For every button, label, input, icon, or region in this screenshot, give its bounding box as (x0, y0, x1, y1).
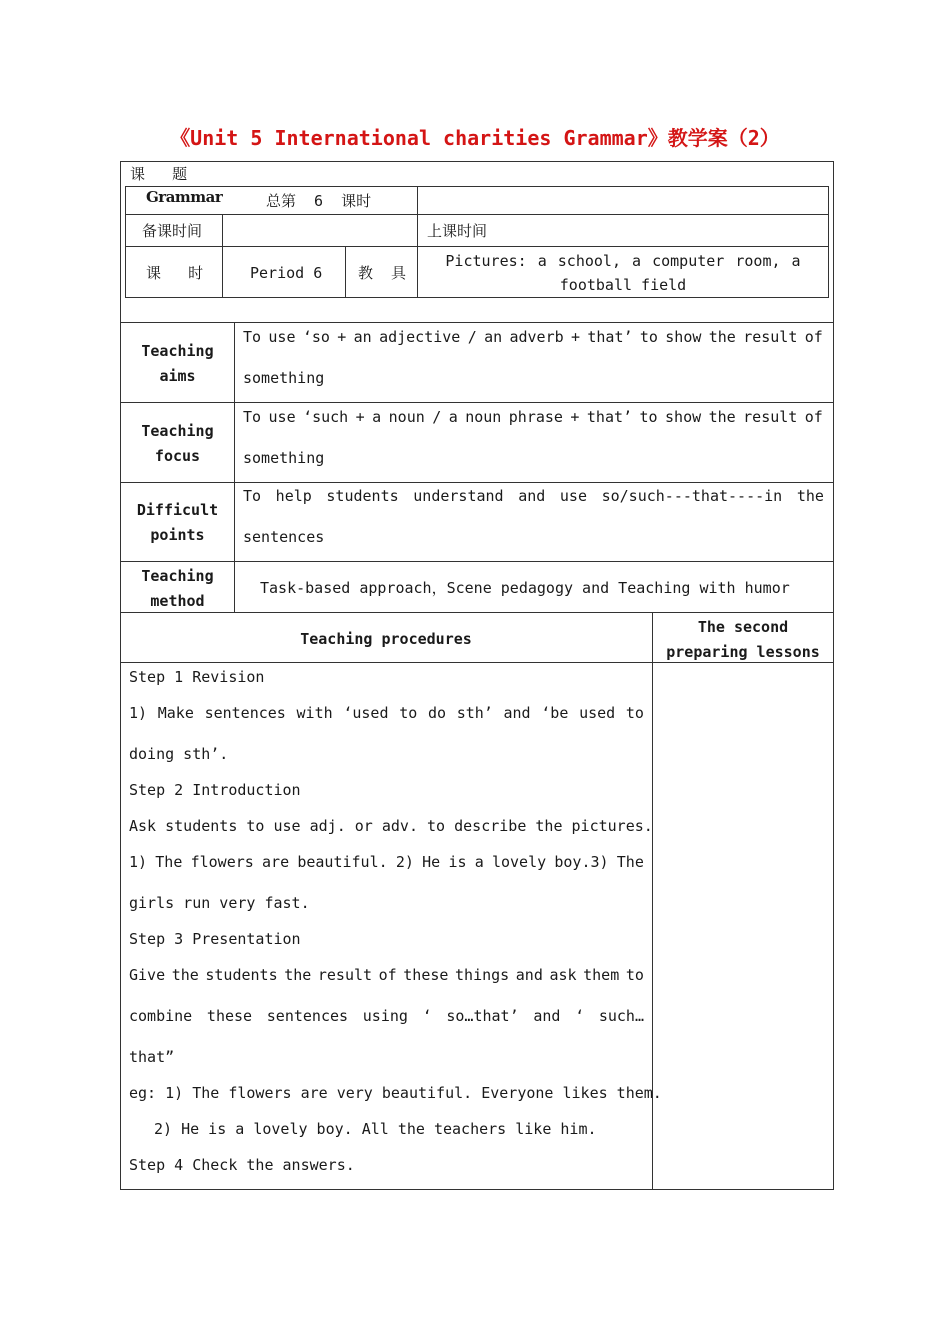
teaching-aims-word: to (639, 328, 658, 346)
teaching-aims-word: To (243, 328, 262, 346)
difficult-points-word: help (275, 487, 312, 505)
period-label: 课 时 (146, 264, 204, 282)
teaching-aids-label: 教 具 (358, 264, 407, 282)
step-3-line1 (129, 965, 644, 985)
step-3-word: result (317, 966, 373, 984)
difficult-points-word: To (243, 487, 262, 505)
step-1-word: sentences (204, 704, 286, 722)
step-2-heading: Step 2 Introduction (129, 781, 301, 799)
example-1: eg: 1) The flowers are very beautiful. Everyone likes them. (129, 1084, 662, 1102)
teaching-aims-text (243, 327, 823, 347)
difficult-points-word: understand (413, 487, 504, 505)
step-3-word: them (583, 966, 620, 984)
step-2-word: lovely (491, 853, 547, 871)
difficult-points-text (243, 486, 824, 506)
teaching-focus-word: result (743, 408, 798, 426)
teaching-aims-text-line2: something (243, 369, 325, 387)
step-1-word: Make (157, 704, 194, 722)
total-period-label: 总第 6 课时 (266, 192, 372, 210)
teaching-aims-label: Teaching aims (141, 342, 214, 385)
step-1-word: to (399, 704, 418, 722)
teaching-aims-word: / (467, 328, 477, 346)
topic-label: 课 题 (130, 165, 188, 183)
teaching-focus-word: a (372, 408, 382, 426)
step-1-word: 1) (129, 704, 148, 722)
step-3-word: combine (129, 1007, 193, 1025)
difficult-points-word: and (518, 487, 546, 505)
step-2-word: 2) (395, 853, 414, 871)
step-1-word: sth’ (456, 704, 493, 722)
teaching-aims-word: an (484, 328, 503, 346)
class-time-label: 上课时间 (427, 222, 488, 240)
teaching-aids-line1: Pictures: a school, a computer room, a (445, 252, 801, 270)
difficult-points-word: the (796, 487, 824, 505)
step-4-heading: Step 4 Check the answers. (129, 1156, 355, 1174)
step-2-examples-line2: girls run very fast. (129, 894, 310, 912)
teaching-focus-word: to (639, 408, 658, 426)
teaching-focus-word: noun (465, 408, 502, 426)
step-3-word: and (515, 966, 543, 984)
teaching-focus-word: noun (388, 408, 425, 426)
teaching-aims-word: + (571, 328, 581, 346)
step-1-word: and (503, 704, 531, 722)
topic-value: Grammar (146, 188, 223, 206)
prep-time-label: 备课时间 (142, 222, 203, 240)
teaching-focus-word: / (432, 408, 442, 426)
step-3-word: ‘ (575, 1007, 585, 1025)
difficult-points-text-line2: sentences (243, 528, 325, 546)
step-1-line2: doing sth’. (129, 745, 229, 763)
step-3-word: things (455, 966, 510, 984)
document-title: 《Unit 5 International charities Grammar》教学案（2） (170, 126, 780, 150)
teaching-aims-word: result (743, 328, 798, 346)
step-2-word: flowers (190, 853, 254, 871)
step-1-heading: Step 1 Revision (129, 668, 265, 686)
step-3-word: of (378, 966, 397, 984)
example-2: 2) He is a lovely boy. All the teachers like him. (154, 1120, 597, 1138)
step-1-word: to (625, 704, 644, 722)
teaching-focus-word: phrase (508, 408, 563, 426)
step-3-word: sentences (266, 1007, 349, 1025)
teaching-aims-word: + (337, 328, 347, 346)
teaching-method-text: Task-based approach，Scene pedagogy and Teaching with humor (260, 579, 790, 597)
step-3-word: ‘ (422, 1007, 432, 1025)
step-1-word: ‘be (541, 704, 569, 722)
step-3-word: the (284, 966, 312, 984)
step-3-word: such… (598, 1007, 644, 1025)
teaching-focus-word: a (448, 408, 458, 426)
step-2-word: are (262, 853, 290, 871)
teaching-focus-word: use (268, 408, 296, 426)
teaching-aims-word: adverb (509, 328, 564, 346)
step-3-line2 (129, 1006, 644, 1026)
step-2-word: boy.3) (554, 853, 609, 871)
teaching-focus-word: of (804, 408, 823, 426)
teaching-aims-word: use (268, 328, 296, 346)
step-3-word: these (206, 1007, 253, 1025)
teaching-aims-word: that’ (587, 328, 633, 346)
step-3-heading: Step 3 Presentation (129, 930, 301, 948)
teaching-aims-word: show (665, 328, 702, 346)
teaching-focus-word: + (570, 408, 580, 426)
teaching-aids-line2: football field (559, 276, 687, 294)
teaching-focus-word: show (665, 408, 702, 426)
teaching-aims-word: of (804, 328, 823, 346)
step-2-word: The (616, 853, 644, 871)
difficult-points-label: Difficult points (136, 501, 219, 544)
procedures-header: Teaching procedures (300, 630, 472, 648)
step-3-word: to (625, 966, 644, 984)
step-2-word: beautiful. (297, 853, 388, 871)
step-1-word: used (579, 704, 616, 722)
step-3-word: and (533, 1007, 561, 1025)
difficult-points-word: use (559, 487, 587, 505)
teaching-focus-label: Teaching focus (141, 422, 214, 465)
step-2-word: a (474, 853, 484, 871)
step-2-word: The (155, 853, 183, 871)
period-value: Period 6 (250, 264, 323, 282)
step-1-line1 (129, 703, 644, 723)
teaching-focus-text-line2: something (243, 449, 325, 467)
step-2-word: He (422, 853, 441, 871)
step-3-word: so…that’ (446, 1007, 519, 1025)
difficult-points-word: students (326, 487, 399, 505)
teaching-focus-word: ‘such (303, 408, 349, 426)
teaching-aims-word: an (353, 328, 372, 346)
teaching-focus-word: To (243, 408, 262, 426)
teaching-aims-word: adjective (379, 328, 461, 346)
teaching-method-label: Teaching method (141, 567, 214, 610)
step-1-word: do (427, 704, 446, 722)
step-1-word: ‘used (343, 704, 389, 722)
teaching-aims-word: ‘so (302, 328, 330, 346)
step-3-word: using (362, 1007, 408, 1025)
step-2-instruction: Ask students to use adj. or adv. to describe the pictures. (129, 817, 653, 835)
step-3-word: Give (129, 966, 166, 984)
step-3-word: ask (549, 966, 577, 984)
teaching-focus-text (243, 407, 823, 427)
step-1-word: with (296, 704, 333, 722)
teaching-focus-word: + (355, 408, 365, 426)
teaching-aims-word: the (708, 328, 736, 346)
second-preparing-header: The second preparing lessons (666, 618, 820, 661)
step-3-word: the (171, 966, 199, 984)
step-3-word: students (205, 966, 278, 984)
step-2-word: is (448, 853, 467, 871)
step-3-line3: that” (129, 1048, 175, 1066)
teaching-focus-word: the (708, 408, 736, 426)
teaching-focus-word: that’ (586, 408, 633, 426)
step-2-word: 1) (129, 853, 148, 871)
step-2-examples-line1 (129, 852, 644, 872)
difficult-points-word: so/such---that----in (601, 487, 783, 505)
step-3-word: these (403, 966, 449, 984)
